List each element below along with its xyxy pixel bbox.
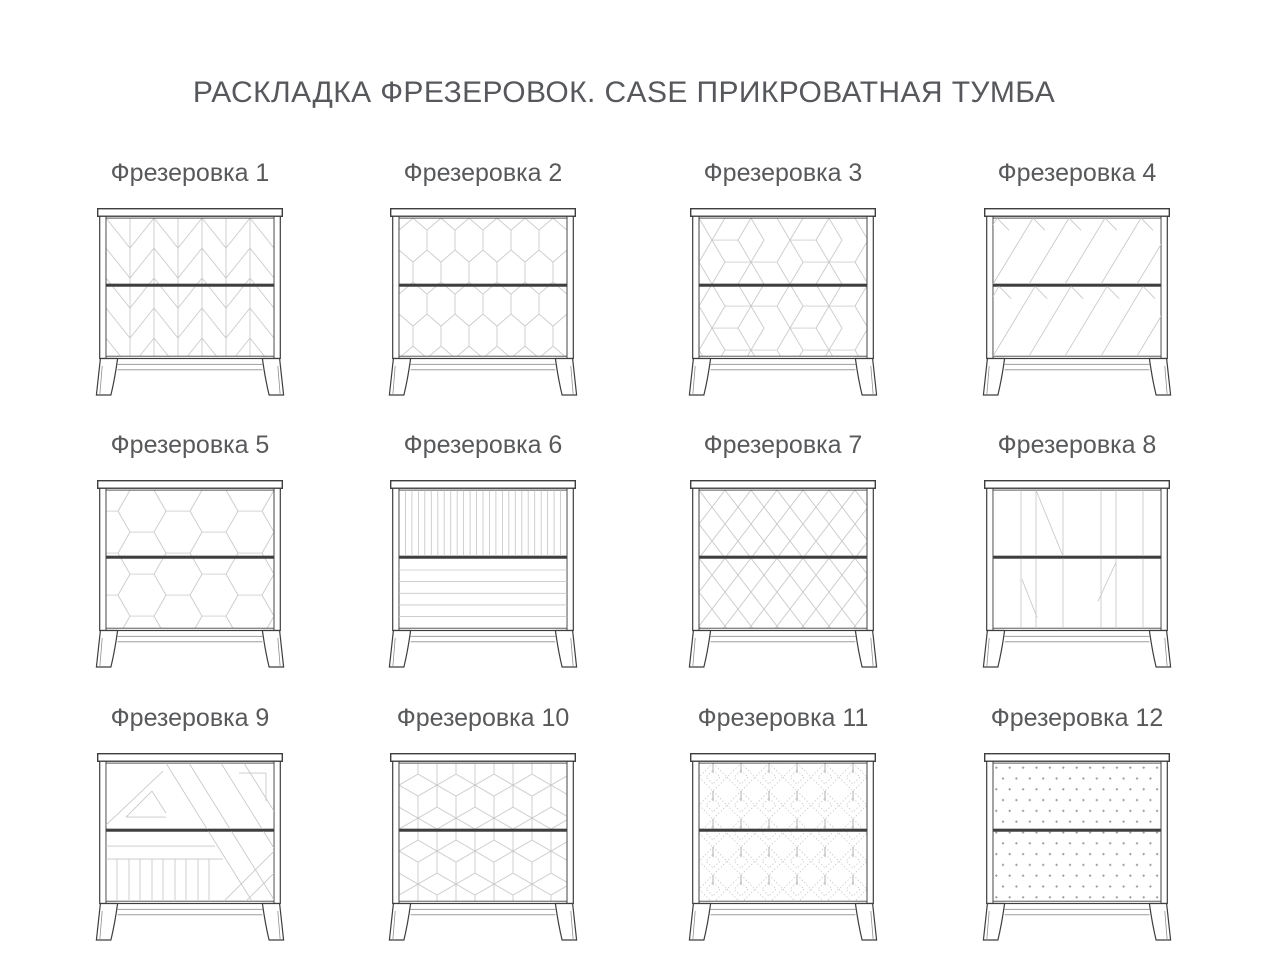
cabinet-10 bbox=[388, 753, 578, 945]
variant-label-12: Фрезеровка 12 bbox=[990, 704, 1164, 732]
cabinet-drawing-10 bbox=[388, 753, 578, 945]
variant-label-4: Фрезеровка 4 bbox=[997, 159, 1157, 187]
cabinet-drawing-1 bbox=[95, 208, 285, 400]
cabinet-drawing-7 bbox=[688, 480, 878, 672]
cabinet-drawing-2 bbox=[388, 208, 578, 400]
cabinet-drawing-3 bbox=[688, 208, 878, 400]
variant-cell-5 bbox=[95, 430, 285, 672]
cabinet-drawing-6 bbox=[388, 480, 578, 672]
poster-title: РАСКЛАДКА ФРЕЗЕРОВОК. CASE ПРИКРОВАТНАЯ ТУМБА bbox=[192, 76, 1056, 109]
variant-cell-11 bbox=[688, 703, 878, 945]
cabinet-drawing-9 bbox=[95, 753, 285, 945]
cabinet-drawing-5 bbox=[95, 480, 285, 672]
variant-label-10: Фрезеровка 10 bbox=[396, 704, 570, 732]
variant-label-8: Фрезеровка 8 bbox=[997, 431, 1157, 459]
variant-label-9: Фрезеровка 9 bbox=[110, 704, 270, 732]
cabinet-4 bbox=[982, 208, 1172, 400]
cabinet-5 bbox=[95, 480, 285, 672]
cabinet-6 bbox=[388, 480, 578, 672]
cabinet-7 bbox=[688, 480, 878, 672]
cabinet-11 bbox=[688, 753, 878, 945]
cabinet-1 bbox=[95, 208, 285, 400]
variant-label-1: Фрезеровка 1 bbox=[110, 159, 270, 187]
cabinet-3 bbox=[688, 208, 878, 400]
variant-label-11: Фрезеровка 11 bbox=[697, 704, 869, 732]
variant-cell-1 bbox=[95, 158, 285, 400]
cabinet-9 bbox=[95, 753, 285, 945]
variant-cell-4 bbox=[982, 158, 1172, 400]
variant-cell-2 bbox=[388, 158, 578, 400]
variant-cell-12 bbox=[982, 703, 1172, 945]
variant-label-5: Фрезеровка 5 bbox=[110, 431, 270, 459]
variant-label-3: Фрезеровка 3 bbox=[703, 159, 863, 187]
variant-cell-6 bbox=[388, 430, 578, 672]
cabinet-drawing-4 bbox=[982, 208, 1172, 400]
cabinet-drawing-11 bbox=[688, 753, 878, 945]
variant-label-7: Фрезеровка 7 bbox=[703, 431, 863, 459]
variant-label-2: Фрезеровка 2 bbox=[403, 159, 563, 187]
cabinet-drawing-8 bbox=[982, 480, 1172, 672]
variant-cell-9 bbox=[95, 703, 285, 945]
cabinet-drawing-12 bbox=[982, 753, 1172, 945]
cabinet-12 bbox=[982, 753, 1172, 945]
variant-cell-8 bbox=[982, 430, 1172, 672]
variant-label-6: Фрезеровка 6 bbox=[403, 431, 563, 459]
cabinet-8 bbox=[982, 480, 1172, 672]
variant-cell-3 bbox=[688, 158, 878, 400]
variant-cell-7 bbox=[688, 430, 878, 672]
variant-cell-10 bbox=[388, 703, 578, 945]
cabinet-2 bbox=[388, 208, 578, 400]
